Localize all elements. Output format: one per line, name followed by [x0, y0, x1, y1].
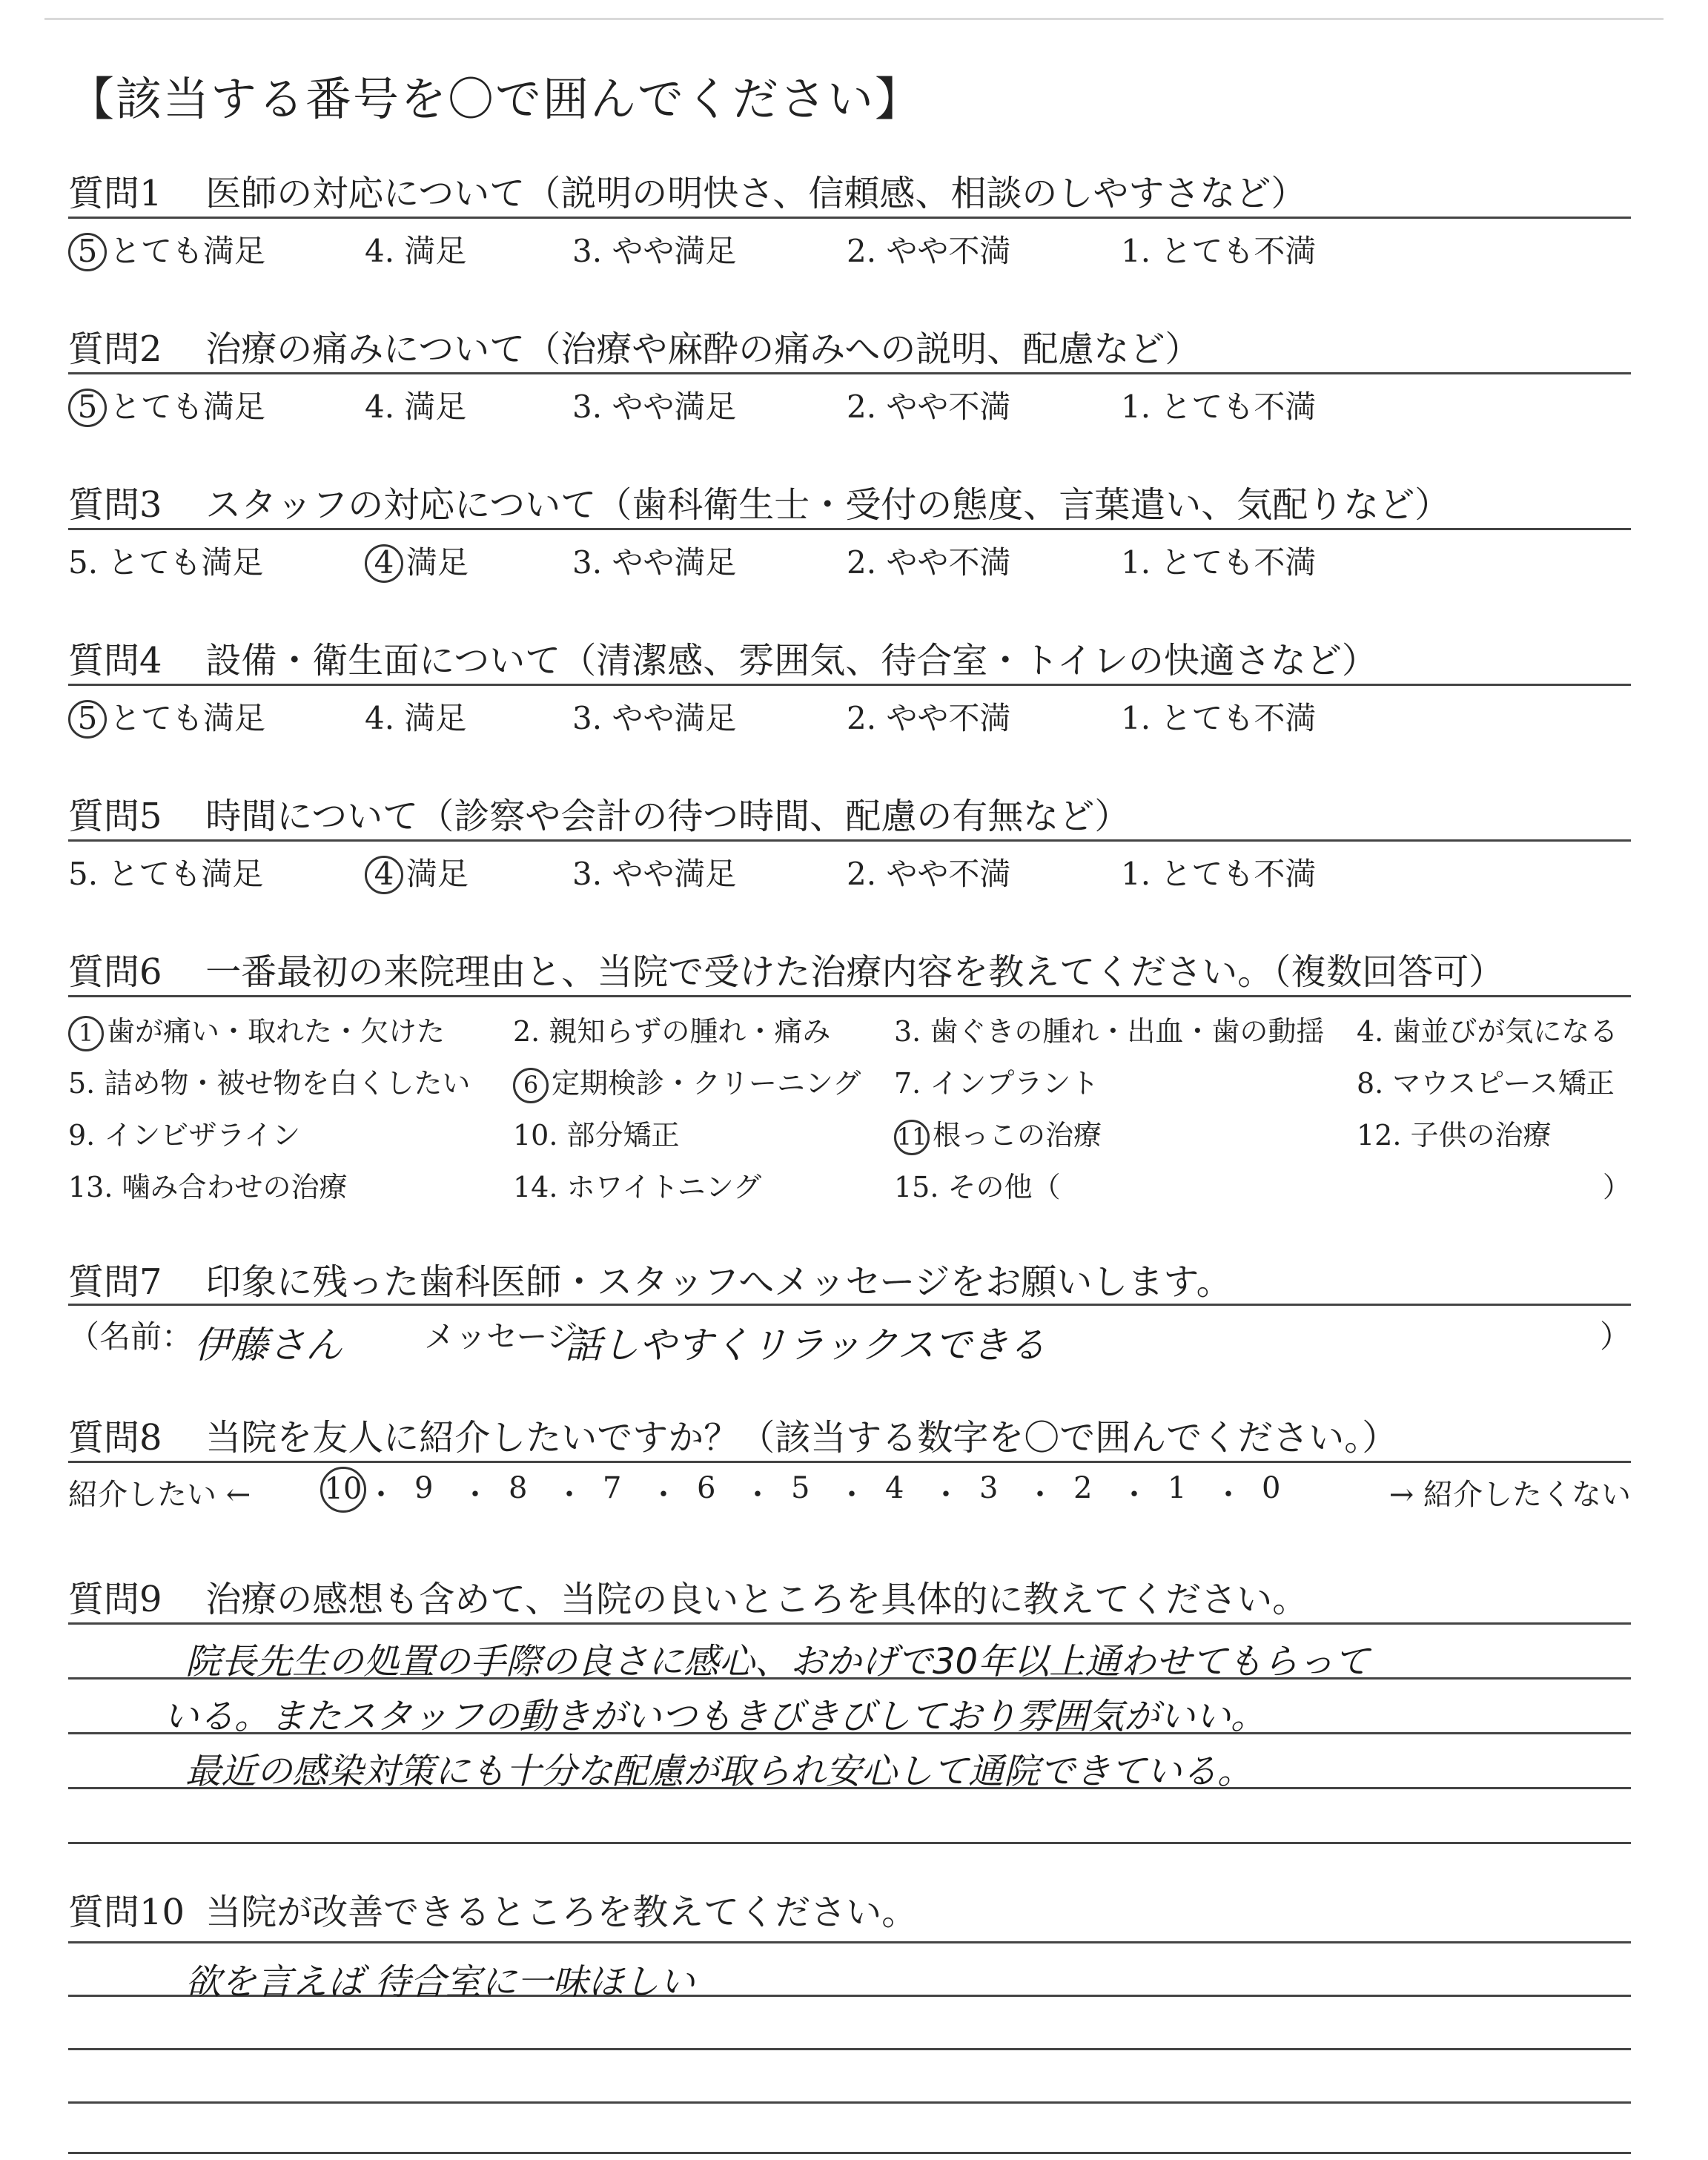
- treatment-option[interactable]: 2. 親知らずの腫れ・痛み: [513, 1015, 831, 1048]
- scale-option[interactable]: 5. とても満足: [68, 856, 264, 892]
- treatment-option[interactable]: 12. 子供の治療: [1357, 1119, 1552, 1152]
- scale-dot: ・: [460, 1478, 490, 1512]
- treatment-option[interactable]: 14. ホワイトニング: [513, 1171, 762, 1203]
- question-rule: [68, 839, 1631, 842]
- message-row: [68, 1312, 1631, 1367]
- question-rule: [68, 1461, 1631, 1463]
- scale-option[interactable]: 4 満足: [365, 538, 469, 583]
- question-number: 質問1: [68, 173, 162, 214]
- question-text: 時間について（診察や会計の待つ時間、配慮の有無など）: [205, 796, 1131, 837]
- scale-dot: ・: [743, 1478, 772, 1512]
- question-text: 設備・衛生面について（清潔感、雰囲気、待合室・トイレの快適さなど）: [205, 640, 1377, 681]
- page-title: 【該当する番号を〇で囲んでください】: [68, 72, 923, 126]
- answer-options-q1: [68, 227, 1631, 271]
- treatment-option[interactable]: 7. インプラント: [894, 1067, 1099, 1100]
- question-number: 質問9: [68, 1579, 162, 1620]
- scale-option[interactable]: 5 とても満足: [68, 383, 265, 427]
- question-6: [68, 943, 1631, 994]
- question-rule: [68, 372, 1631, 374]
- question-2: [68, 320, 1631, 371]
- question-rule: [68, 1941, 1631, 1943]
- recommend-number[interactable]: 4: [885, 1471, 904, 1505]
- scale-option[interactable]: 1. とても不満: [1121, 544, 1317, 581]
- question-number: 質問7: [68, 1261, 162, 1303]
- name-value: 伊藤さん: [194, 1324, 342, 1367]
- scale-dot: ・: [1025, 1478, 1055, 1512]
- selected-circle: 11: [894, 1120, 930, 1155]
- answer-line: 院長先生の処置の手際の良さに感心、おかげで30年以上通わせてもらって: [185, 1641, 1370, 1682]
- scale-option[interactable]: 4. 満足: [365, 700, 467, 736]
- selected-circle: 5: [68, 233, 107, 271]
- answer-line: いる。またスタッフの動きがいつもきびきびしており雰囲気がいい。: [163, 1696, 1267, 1737]
- question-number: 質問2: [68, 328, 162, 370]
- answer-options-q3: [68, 538, 1631, 583]
- selected-circle: 5: [68, 700, 107, 739]
- scale-dot: ・: [931, 1478, 961, 1512]
- scale-option[interactable]: 2. やや不満: [847, 856, 1011, 892]
- treatment-option[interactable]: 8. マウスピース矯正: [1357, 1067, 1615, 1100]
- scale-left-label: 紹介したい ←: [68, 1478, 251, 1512]
- close-paren: ）: [1599, 1318, 1631, 1355]
- question-3: [68, 476, 1631, 527]
- recommend-number[interactable]: 1: [1168, 1471, 1187, 1505]
- scale-dot: ・: [649, 1478, 678, 1512]
- question-rule: [68, 995, 1631, 997]
- answer-line: 欲を言えば 待合室に一味ほしい: [185, 1961, 695, 2003]
- answer-line: 最近の感染対策にも十分な配慮が取られ安心して通院できている。: [185, 1751, 1254, 1792]
- scale-option[interactable]: 2. やや不満: [847, 233, 1011, 269]
- selected-circle: 1: [68, 1016, 104, 1051]
- recommend-scale: [68, 1471, 1631, 1516]
- question-4: [68, 632, 1631, 683]
- scale-dot: ・: [366, 1478, 396, 1512]
- recommend-number[interactable]: 7: [603, 1471, 622, 1505]
- scale-option[interactable]: 5 とても満足: [68, 694, 265, 739]
- selected-circle: 4: [365, 544, 403, 583]
- scale-dot: ・: [555, 1478, 584, 1512]
- scale-option[interactable]: 2. やや不満: [847, 389, 1011, 425]
- question-number: 質問3: [68, 484, 162, 526]
- scale-option[interactable]: 3. やや満足: [572, 389, 737, 425]
- question-rule: [68, 217, 1631, 219]
- question-text: スタッフの対応について（歯科衛生士・受付の態度、言葉遣い、気配りなど）: [205, 484, 1451, 526]
- recommend-number[interactable]: 9: [414, 1471, 434, 1505]
- question-7: [68, 1253, 1631, 1304]
- question-10: [68, 1883, 1631, 1935]
- close-paren: ）: [1602, 1171, 1631, 1203]
- scale-option[interactable]: 4 満足: [365, 850, 469, 894]
- selected-circle: 4: [365, 856, 403, 894]
- name-label: （名前：: [68, 1318, 193, 1355]
- question-number: 質問5: [68, 796, 162, 837]
- selected-circle: 5: [68, 389, 107, 427]
- treatment-option[interactable]: 10. 部分矯正: [513, 1119, 680, 1152]
- question-8: [68, 1409, 1631, 1460]
- scale-right-label: → 紹介したくない: [1388, 1478, 1631, 1512]
- recommend-number[interactable]: 5: [791, 1471, 810, 1505]
- question-text: 医師の対応について（説明の明快さ、信頼感、相談のしやすさなど）: [205, 173, 1307, 214]
- treatment-option[interactable]: 3. 歯ぐきの腫れ・出血・歯の動揺: [894, 1015, 1325, 1048]
- treatment-option[interactable]: 13. 噛み合わせの治療: [68, 1171, 348, 1203]
- treatment-option[interactable]: 5. 詰め物・被せ物を白くしたい: [68, 1067, 471, 1100]
- selected-circle: 6: [513, 1068, 549, 1103]
- scale-option[interactable]: 3. やや満足: [572, 856, 737, 892]
- treatment-option[interactable]: 1 歯が痛い・取れた・欠けた: [68, 1008, 445, 1051]
- question-text: 印象に残った歯科医師・スタッフへメッセージをお願いします。: [205, 1261, 1232, 1303]
- question-rule: [68, 684, 1631, 686]
- scale-option[interactable]: 2. やや不満: [847, 700, 1011, 736]
- recommend-number[interactable]: 6: [697, 1471, 716, 1505]
- scale-option[interactable]: 3. やや満足: [572, 233, 737, 269]
- question-rule: [68, 528, 1631, 530]
- answer-options-q5: [68, 850, 1631, 894]
- scale-option[interactable]: 1. とても不満: [1121, 233, 1317, 269]
- recommend-number[interactable]: 0: [1262, 1471, 1281, 1505]
- question-text: 一番最初の来院理由と、当院で受けた治療内容を教えてください。（複数回答可）: [205, 951, 1505, 993]
- writing-line: [68, 2152, 1631, 2154]
- scale-option[interactable]: 5. とても満足: [68, 544, 264, 581]
- message-value: 話しやすくリラックスできる: [565, 1324, 1046, 1367]
- answer-options-q4: [68, 694, 1631, 739]
- recommend-number[interactable]: 2: [1073, 1471, 1093, 1505]
- question-number: 質問4: [68, 640, 162, 681]
- scale-option[interactable]: 1. とても不満: [1121, 389, 1317, 425]
- writing-line: [68, 2048, 1631, 2050]
- question-text: 治療の感想も含めて、当院の良いところを具体的に教えてください。: [205, 1579, 1308, 1620]
- recommend-number[interactable]: 10: [320, 1467, 366, 1513]
- question-9: [68, 1571, 1631, 1622]
- scale-option[interactable]: 3. やや満足: [572, 544, 737, 581]
- question-rule: [68, 1622, 1631, 1625]
- scale-option[interactable]: 1. とても不満: [1121, 856, 1317, 892]
- recommend-number[interactable]: 3: [979, 1471, 999, 1505]
- treatment-options: [68, 1008, 1631, 1223]
- treatment-option[interactable]: 11 根っこの治療: [894, 1112, 1102, 1155]
- scale-option[interactable]: 3. やや満足: [572, 700, 737, 736]
- answer-options-q2: [68, 383, 1631, 427]
- writing-line: [68, 1842, 1631, 1844]
- scale-dot: ・: [1214, 1478, 1243, 1512]
- scale-option[interactable]: 2. やや不満: [847, 544, 1011, 581]
- recommend-number[interactable]: 8: [509, 1471, 528, 1505]
- question-5: [68, 787, 1631, 839]
- treatment-option[interactable]: 9. インビザライン: [68, 1119, 301, 1152]
- question-text: 当院を友人に紹介したいですか？（該当する数字を〇で囲んでください。）: [205, 1417, 1398, 1459]
- question-number: 質問10: [68, 1892, 185, 1933]
- question-text: 治療の痛みについて（治療や麻酔の痛みへの説明、配慮など）: [205, 328, 1201, 370]
- scale-dot: ・: [837, 1478, 867, 1512]
- scale-option[interactable]: 1. とても不満: [1121, 700, 1317, 736]
- question-number: 質問6: [68, 951, 162, 993]
- scale-dot: ・: [1119, 1478, 1149, 1512]
- writing-line: [68, 2101, 1631, 2104]
- scale-option[interactable]: 4. 満足: [365, 233, 467, 269]
- treatment-option[interactable]: 6 定期検診・クリーニング: [513, 1060, 861, 1103]
- question-1: [68, 165, 1631, 216]
- message-label: メッセージ：: [424, 1318, 609, 1355]
- question-text: 当院が改善できるところを教えてください。: [205, 1892, 918, 1933]
- question-rule: [68, 1304, 1631, 1306]
- question-number: 質問8: [68, 1417, 162, 1459]
- top-border: [44, 18, 1664, 20]
- treatment-option[interactable]: 15. その他（: [894, 1171, 1061, 1203]
- scale-option[interactable]: 4. 満足: [365, 389, 467, 425]
- treatment-option[interactable]: 4. 歯並びが気になる: [1357, 1015, 1618, 1048]
- scale-option[interactable]: 5 とても満足: [68, 227, 265, 271]
